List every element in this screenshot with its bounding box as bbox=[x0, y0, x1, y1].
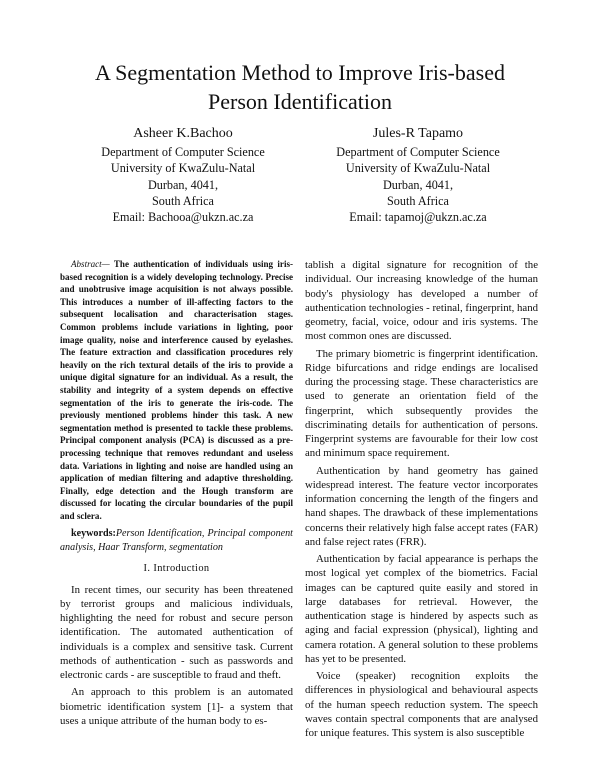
abstract bbox=[60, 258, 293, 522]
author-email: Email: tapamoj@ukzn.ac.za bbox=[349, 210, 487, 225]
author-country: South Africa bbox=[387, 193, 449, 208]
author-city: Durban, 4041, bbox=[382, 177, 454, 192]
body-paragraph: An approach to this problem is an automated biometric identification system [1]- a system that uses a unique attribute of the human body to es- bbox=[60, 686, 293, 727]
author-university: University of KwaZulu-Natal bbox=[110, 161, 256, 176]
author-university: University of KwaZulu-Natal bbox=[345, 161, 491, 176]
left-column bbox=[60, 258, 293, 728]
author-department: Department of Computer Science bbox=[101, 145, 265, 159]
paper-title bbox=[40, 58, 560, 116]
body-paragraph: Authentication by facial appearance is perhaps the most logical yet complex of the biometrics. Facial images can be captured quite easily and stored in large databases for retrieval. However, the authentication stage is hindered by aspects such as aging and facial expression (physical), lighting and camera rotation. A general solution to these problems has yet to be presented. bbox=[305, 553, 538, 665]
right-column bbox=[305, 258, 538, 740]
paper-title-line-2: Person Identification bbox=[208, 89, 392, 114]
body-paragraph: In recent times, our security has been threatened by terrorist groups and malicious individuals, highlighting the need for robust and secure person identification. The automated authentication of individuals is a complex and sensitive task. Current methods of authentication - such as passwords and electronic cards - are susceptible to fraud and theft. bbox=[60, 583, 293, 682]
paper-title-line-1: A Segmentation Method to Improve Iris-based bbox=[95, 60, 505, 85]
author-block-1 bbox=[68, 126, 298, 225]
author-city: Durban, 4041, bbox=[147, 177, 219, 192]
body-paragraph: tablish a digital signature for recognition of the individual. Our increasing knowledge of the human body's physiology has developed a number of authentication technologies - retinal, fingerprint, hand geometry, facial, voice, odour and iris systems. The most common ones are discussed. bbox=[305, 259, 538, 343]
author-name: Jules-R Tapamo bbox=[372, 126, 464, 141]
body-paragraph: The primary biometric is fingerprint identification. Ridge bifurcations and ridge endings are localised during the processing stage. These characteristics are used to generate an orientation field of the fingerprint, which subsequently provides the discriminating details for authentication of persons. Fingerprint systems are favourable for their low cost and minimum space requirement. bbox=[305, 347, 538, 460]
abstract-text: The authentication of individuals using iris-based recognition is a widely developing technology. Precise and unobtrusive image acquisition is not always possible. This introduces a number of ill-affecting factors to the subsequent localisation and characterisation stages. Common problems include variations in lighting, poor image quality, noise and interference caused by eyelashes. The feature extraction and classification procedures rely heavily on the rich textural details of the iris to provide a unique digital signature for an individual. As a result, the stability and integrity of a system depends on effective segmentation of the iris to generate the iris-code. The previously mentioned problems hinder this task. A new segmentation method is presented to tackle these problems. Principal component analysis (PCA) is discussed as a pre-processing technique that removes redundant and useless data. Variations in lighting and noise are handled using an application of median filtering and adaptive thresholding. Finally, edge detection and the Hough transform are discussed for locating the circular boundaries of the pupil and sclera. bbox=[60, 259, 293, 521]
author-email: Email: Bachooa@ukzn.ac.za bbox=[112, 210, 254, 225]
keywords bbox=[60, 527, 293, 554]
keywords-label: keywords: bbox=[71, 528, 116, 540]
keywords-text: Person Identification, Principal component analysis, Haar Transform, segmentation bbox=[60, 528, 293, 553]
section-heading: I. Introduction bbox=[143, 563, 210, 575]
abstract-lead: Abstract— bbox=[71, 259, 110, 269]
author-country: South Africa bbox=[152, 193, 214, 208]
author-department: Department of Computer Science bbox=[336, 145, 500, 159]
author-block-2 bbox=[303, 126, 533, 225]
body-paragraph: Authentication by hand geometry has gained widespread interest. The feature vector incorporates information concerning the length of the fingers and hand shapes. The drawback of these implementations concerns their relatively high false accept rates (FAR) and false reject rates (FRR). bbox=[305, 464, 538, 548]
author-name: Asheer K.Bachoo bbox=[133, 126, 233, 141]
body-paragraph: Voice (speaker) recognition exploits the differences in physiological and behavioural aspects of the human speech reduction system. The speech waves contain spectral components that are analysed for unique features. This system is also susceptible bbox=[305, 670, 538, 739]
